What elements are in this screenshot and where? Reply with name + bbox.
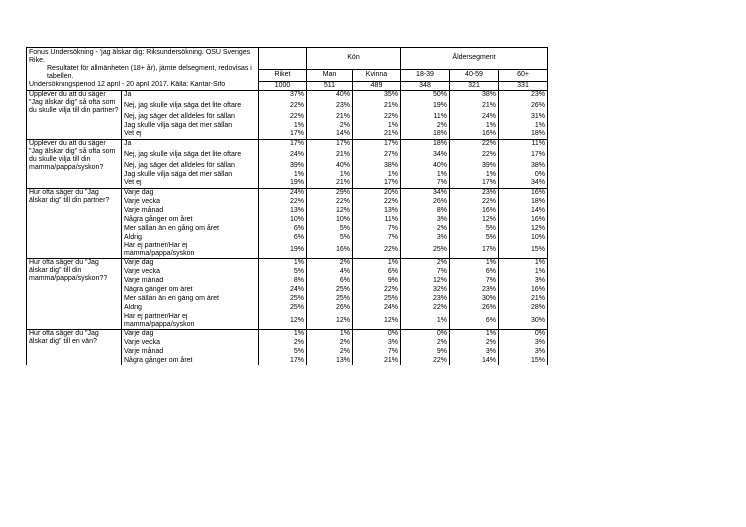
value-cell-40-59: 6% <box>450 268 499 277</box>
survey-period: Undersökningsperiod 12 april - 20 april 2017. Källa: Kantar-Sifo <box>27 81 259 90</box>
value-cell-18-39: 22% <box>401 304 450 313</box>
value-cell-riket: 19% <box>259 242 307 259</box>
value-cell-40-59: 1% <box>450 170 499 179</box>
base-40-59: 321 <box>450 81 499 90</box>
value-cell-40-59: 12% <box>450 215 499 224</box>
value-cell-man: 21% <box>307 179 353 188</box>
value-cell-60plus: 1% <box>499 121 548 130</box>
value-cell-18-39: 19% <box>401 99 450 112</box>
value-cell-18-39: 8% <box>401 206 450 215</box>
value-cell-40-59: 23% <box>450 188 499 197</box>
value-cell-man: 13% <box>307 356 353 365</box>
base-kvinna: 489 <box>353 81 401 90</box>
value-cell-kvinna: 9% <box>353 277 401 286</box>
base-riket: 1000 <box>259 81 307 90</box>
value-cell-man: 6% <box>307 277 353 286</box>
value-cell-60plus: 23% <box>499 90 548 99</box>
column-header-40-59: 40-59 <box>450 69 499 81</box>
value-cell-60plus: 31% <box>499 112 548 121</box>
question-label: Hur ofta säger du "Jag älskar dig" till din mamma/pappa/syskon?? <box>27 259 122 330</box>
value-cell-60plus: 15% <box>499 356 548 365</box>
title-text: Fonus Undersökning - 'jag älskar dig: Riksundersökning. OSU Sveriges Rike. <box>29 49 251 64</box>
value-cell-kvinna: 21% <box>353 99 401 112</box>
value-cell-18-39: 2% <box>401 121 450 130</box>
subtitle-text: Resultatet för allmänheten (18+ år), jämte delsegment, redovisas i tabellen. <box>47 65 252 80</box>
value-cell-riket: 6% <box>259 233 307 242</box>
value-cell-60plus: 18% <box>499 197 548 206</box>
value-cell-18-39: 2% <box>401 338 450 347</box>
value-cell-60plus: 11% <box>499 139 548 148</box>
value-cell-18-39: 32% <box>401 286 450 295</box>
question-label: Hur ofta säger du "Jag älskar dig" till din partner? <box>27 188 122 259</box>
value-cell-18-39: 18% <box>401 130 450 139</box>
value-cell-man: 26% <box>307 304 353 313</box>
answer-label: Några gånger om året <box>124 286 193 293</box>
value-cell-40-59: 6% <box>450 313 499 330</box>
value-cell-60plus: 3% <box>499 277 548 286</box>
value-cell-kvinna: 21% <box>353 356 401 365</box>
group-header-alder: Åldersegment <box>401 48 548 70</box>
value-cell-60plus: 12% <box>499 224 548 233</box>
value-cell-18-39: 40% <box>401 161 450 170</box>
value-cell-riket: 24% <box>259 188 307 197</box>
value-cell-18-39: 3% <box>401 233 450 242</box>
value-cell-60plus: 14% <box>499 206 548 215</box>
group-header-kon: Kön <box>307 48 401 70</box>
value-cell-60plus: 0% <box>499 329 548 338</box>
value-cell-60plus: 0% <box>499 170 548 179</box>
value-cell-man: 12% <box>307 206 353 215</box>
value-cell-60plus: 16% <box>499 286 548 295</box>
value-cell-18-39: 0% <box>401 329 450 338</box>
value-cell-40-59: 30% <box>450 295 499 304</box>
value-cell-riket: 17% <box>259 130 307 139</box>
value-cell-40-59: 1% <box>450 329 499 338</box>
value-cell-man: 1% <box>307 170 353 179</box>
answer-label: Varje månad <box>124 206 164 214</box>
value-cell-kvinna: 27% <box>353 148 401 161</box>
value-cell-kvinna: 13% <box>353 206 401 215</box>
value-cell-40-59: 22% <box>450 139 499 148</box>
value-cell-kvinna: 22% <box>353 286 401 295</box>
value-cell-man: 10% <box>307 215 353 224</box>
base-18-39: 348 <box>401 81 450 90</box>
value-cell-man: 29% <box>307 188 353 197</box>
value-cell-18-39: 22% <box>401 356 450 365</box>
value-cell-40-59: 39% <box>450 161 499 170</box>
results-table <box>26 47 548 365</box>
value-cell-man: 23% <box>307 99 353 112</box>
table-row <box>27 259 548 268</box>
answer-label: Varje dag <box>122 188 259 197</box>
value-cell-18-39: 11% <box>401 112 450 121</box>
value-cell-40-59: 1% <box>450 259 499 268</box>
value-cell-kvinna: 35% <box>353 90 401 99</box>
table-row <box>27 139 548 148</box>
value-cell-kvinna: 1% <box>353 259 401 268</box>
value-cell-40-59: 16% <box>450 206 499 215</box>
value-cell-riket: 5% <box>259 268 307 277</box>
column-header-kvinna: Kvinna <box>353 69 401 81</box>
value-cell-man: 2% <box>307 259 353 268</box>
value-cell-60plus: 1% <box>499 259 548 268</box>
answer-label: Har ej partner/Har ej mamma/pappa/syskon <box>124 312 195 328</box>
value-cell-40-59: 7% <box>450 277 499 286</box>
value-cell-40-59: 22% <box>450 197 499 206</box>
value-cell-18-39: 34% <box>401 148 450 161</box>
answer-label: Nej, jag skulle vilja säga det lite oftare <box>124 150 242 158</box>
value-cell-60plus: 3% <box>499 338 548 347</box>
value-cell-18-39: 2% <box>401 224 450 233</box>
value-cell-kvinna: 3% <box>353 338 401 347</box>
value-cell-riket: 19% <box>259 179 307 188</box>
value-cell-man: 21% <box>307 148 353 161</box>
value-cell-riket: 5% <box>259 347 307 356</box>
value-cell-riket: 37% <box>259 90 307 99</box>
value-cell-man: 2% <box>307 347 353 356</box>
answer-label: Aldrig <box>124 304 142 311</box>
value-cell-60plus: 30% <box>499 313 548 330</box>
question-label: Upplever du att du säger "Jag älskar dig" så ofta som du skulle vilja till din partner? <box>27 90 122 139</box>
answer-label: Vet ej <box>124 130 142 138</box>
value-cell-60plus: 18% <box>499 130 548 139</box>
value-cell-riket: 17% <box>259 139 307 148</box>
value-cell-man: 12% <box>307 313 353 330</box>
value-cell-60plus: 28% <box>499 304 548 313</box>
value-cell-40-59: 17% <box>450 179 499 188</box>
value-cell-60plus: 26% <box>499 99 548 112</box>
answer-label: Mer sällan än en gång om året <box>124 295 219 302</box>
answer-label: Ja <box>122 139 259 148</box>
value-cell-40-59: 5% <box>450 224 499 233</box>
value-cell-man: 14% <box>307 130 353 139</box>
value-cell-40-59: 17% <box>450 242 499 259</box>
column-header-18-39: 18-39 <box>401 69 450 81</box>
value-cell-riket: 25% <box>259 295 307 304</box>
value-cell-kvinna: 17% <box>353 139 401 148</box>
value-cell-40-59: 22% <box>450 148 499 161</box>
results-table-sheet <box>26 47 547 471</box>
value-cell-kvinna: 6% <box>353 268 401 277</box>
value-cell-18-39: 3% <box>401 215 450 224</box>
question-label: Upplever du att du säger "Jag älskar dig" så ofta som du skulle vilja till din mamma/pappa/syskon? <box>27 139 122 188</box>
value-cell-man: 40% <box>307 90 353 99</box>
value-cell-kvinna: 38% <box>353 161 401 170</box>
value-cell-riket: 13% <box>259 206 307 215</box>
value-cell-40-59: 26% <box>450 304 499 313</box>
value-cell-40-59: 38% <box>450 90 499 99</box>
value-cell-40-59: 23% <box>450 286 499 295</box>
value-cell-18-39: 34% <box>401 188 450 197</box>
value-cell-kvinna: 12% <box>353 313 401 330</box>
header-row-bases <box>27 81 548 90</box>
value-cell-riket: 8% <box>259 277 307 286</box>
value-cell-riket: 39% <box>259 161 307 170</box>
value-cell-18-39: 9% <box>401 347 450 356</box>
value-cell-40-59: 21% <box>450 99 499 112</box>
answer-label: Ja <box>122 90 259 99</box>
value-cell-60plus: 34% <box>499 179 548 188</box>
value-cell-kvinna: 17% <box>353 179 401 188</box>
value-cell-18-39: 18% <box>401 139 450 148</box>
value-cell-riket: 1% <box>259 121 307 130</box>
value-cell-man: 22% <box>307 197 353 206</box>
value-cell-kvinna: 1% <box>353 170 401 179</box>
answer-label: Nej, jag skulle vilja säga det lite oftare <box>124 101 242 109</box>
base-man: 511 <box>307 81 353 90</box>
value-cell-riket: 24% <box>259 286 307 295</box>
value-cell-riket: 10% <box>259 215 307 224</box>
value-cell-man: 4% <box>307 268 353 277</box>
value-cell-man: 1% <box>307 329 353 338</box>
value-cell-60plus: 17% <box>499 148 548 161</box>
value-cell-60plus: 1% <box>499 268 548 277</box>
value-cell-riket: 6% <box>259 224 307 233</box>
value-cell-18-39: 25% <box>401 242 450 259</box>
answer-label: Varje månad <box>124 277 164 284</box>
value-cell-riket: 24% <box>259 148 307 161</box>
answer-label: Varje vecka <box>124 197 161 205</box>
header-row-top <box>27 48 548 70</box>
value-cell-40-59: 1% <box>450 121 499 130</box>
value-cell-40-59: 3% <box>450 347 499 356</box>
value-cell-riket: 22% <box>259 112 307 121</box>
value-cell-18-39: 1% <box>401 313 450 330</box>
value-cell-18-39: 1% <box>401 170 450 179</box>
value-cell-60plus: 16% <box>499 188 548 197</box>
value-cell-man: 25% <box>307 295 353 304</box>
value-cell-60plus: 3% <box>499 347 548 356</box>
answer-label: Varje dag <box>122 329 259 338</box>
answer-label: Några gånger om året <box>124 215 193 223</box>
value-cell-18-39: 23% <box>401 295 450 304</box>
value-cell-man: 5% <box>307 233 353 242</box>
value-cell-kvinna: 7% <box>353 233 401 242</box>
value-cell-60plus: 38% <box>499 161 548 170</box>
value-cell-riket: 1% <box>259 259 307 268</box>
base-60plus: 331 <box>499 81 548 90</box>
value-cell-kvinna: 7% <box>353 347 401 356</box>
value-cell-man: 21% <box>307 112 353 121</box>
value-cell-man: 5% <box>307 224 353 233</box>
value-cell-riket: 1% <box>259 170 307 179</box>
answer-label: Aldrig <box>124 233 142 241</box>
value-cell-40-59: 2% <box>450 338 499 347</box>
answer-label: Varje dag <box>122 259 259 268</box>
results-table-body <box>27 48 548 366</box>
column-header-man: Man <box>307 69 353 81</box>
value-cell-kvinna: 1% <box>353 121 401 130</box>
value-cell-18-39: 12% <box>401 277 450 286</box>
value-cell-18-39: 7% <box>401 179 450 188</box>
value-cell-man: 2% <box>307 338 353 347</box>
value-cell-60plus: 16% <box>499 215 548 224</box>
value-cell-kvinna: 20% <box>353 188 401 197</box>
value-cell-man: 40% <box>307 161 353 170</box>
value-cell-man: 25% <box>307 286 353 295</box>
table-row <box>27 329 548 338</box>
value-cell-man: 2% <box>307 121 353 130</box>
value-cell-kvinna: 7% <box>353 224 401 233</box>
value-cell-60plus: 15% <box>499 242 548 259</box>
value-cell-kvinna: 21% <box>353 130 401 139</box>
answer-label: Varje vecka <box>124 268 161 275</box>
value-cell-kvinna: 22% <box>353 112 401 121</box>
value-cell-60plus: 21% <box>499 295 548 304</box>
value-cell-riket: 2% <box>259 338 307 347</box>
value-cell-riket: 22% <box>259 197 307 206</box>
table-row <box>27 188 548 197</box>
value-cell-18-39: 2% <box>401 259 450 268</box>
value-cell-40-59: 14% <box>450 356 499 365</box>
value-cell-kvinna: 25% <box>353 295 401 304</box>
table-title <box>27 48 259 82</box>
value-cell-kvinna: 0% <box>353 329 401 338</box>
table-row <box>27 90 548 99</box>
value-cell-40-59: 24% <box>450 112 499 121</box>
answer-label: Jag skulle vilja säga det mer sällan <box>124 170 233 178</box>
answer-label: Mer sällan än en gång om året <box>124 224 219 232</box>
value-cell-man: 16% <box>307 242 353 259</box>
value-cell-18-39: 7% <box>401 268 450 277</box>
answer-label: Varje månad <box>124 347 164 355</box>
value-cell-40-59: 5% <box>450 233 499 242</box>
value-cell-riket: 17% <box>259 356 307 365</box>
column-header-riket: Riket <box>259 69 307 81</box>
column-header-60plus: 60+ <box>499 69 548 81</box>
value-cell-kvinna: 22% <box>353 197 401 206</box>
value-cell-man: 17% <box>307 139 353 148</box>
value-cell-18-39: 50% <box>401 90 450 99</box>
value-cell-kvinna: 11% <box>353 215 401 224</box>
answer-label: Har ej partner/Har ej mamma/pappa/syskon <box>124 242 195 257</box>
value-cell-riket: 1% <box>259 329 307 338</box>
value-cell-40-59: 16% <box>450 130 499 139</box>
value-cell-riket: 12% <box>259 313 307 330</box>
question-label: Hur ofta säger du "Jag älskar dig" till en vän? <box>27 329 122 365</box>
value-cell-riket: 22% <box>259 99 307 112</box>
answer-label: Några gånger om året <box>124 356 193 364</box>
value-cell-kvinna: 24% <box>353 304 401 313</box>
answer-label: Nej, jag säger det alldeles för sällan <box>124 112 235 120</box>
value-cell-18-39: 26% <box>401 197 450 206</box>
answer-label: Jag skulle vilja säga det mer sällan <box>124 121 233 129</box>
value-cell-60plus: 10% <box>499 233 548 242</box>
answer-label: Nej, jag säger det alldeles för sällan <box>124 161 235 169</box>
answer-label: Varje vecka <box>124 338 161 346</box>
value-cell-kvinna: 22% <box>353 242 401 259</box>
answer-label: Vet ej <box>124 179 142 187</box>
value-cell-riket: 25% <box>259 304 307 313</box>
